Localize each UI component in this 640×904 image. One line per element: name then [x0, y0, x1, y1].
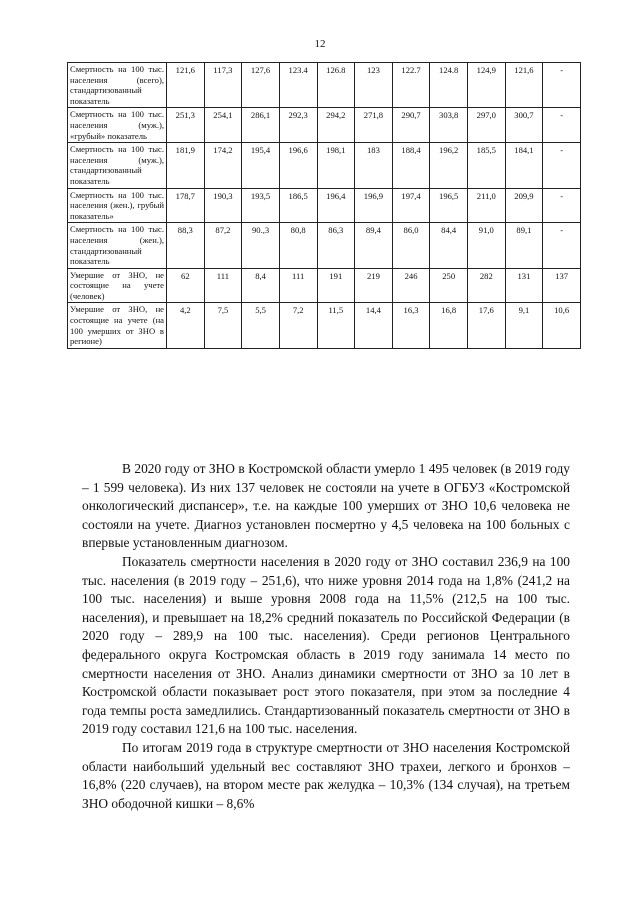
mortality-table-body — [68, 63, 581, 349]
table-cell: 11,5 — [317, 303, 355, 348]
table-cell: 80,8 — [279, 223, 317, 268]
table-cell: 90.,3 — [242, 223, 280, 268]
table-cell: 186,5 — [279, 188, 317, 223]
table-cell: 16,3 — [392, 303, 430, 348]
table-cell: 211,0 — [468, 188, 506, 223]
table-cell: 286,1 — [242, 108, 280, 143]
table-cell: 131 — [505, 268, 543, 303]
table-cell: 62 — [167, 268, 205, 303]
table-cell: 183 — [355, 143, 393, 188]
body-text — [82, 460, 570, 813]
table-cell: 196,4 — [317, 188, 355, 223]
table-cell: 122.7 — [392, 63, 430, 108]
row-label: Умершие от ЗНО, не состоящие на учете (на 100 умерших от ЗНО в регионе) — [68, 303, 167, 348]
table-cell: 123.4 — [279, 63, 317, 108]
row-label: Смертность на 100 тыс. населения (жен.), грубый показатель» — [68, 188, 167, 223]
table-cell: 196,2 — [430, 143, 468, 188]
table-cell: 292,3 — [279, 108, 317, 143]
table-cell: 17,6 — [468, 303, 506, 348]
table-cell: 282 — [468, 268, 506, 303]
table-cell: 178,7 — [167, 188, 205, 223]
table-cell: 209,9 — [505, 188, 543, 223]
table-cell: 181,9 — [167, 143, 205, 188]
table-cell: 88,3 — [167, 223, 205, 268]
table-cell: 250 — [430, 268, 468, 303]
table-cell: 7,5 — [204, 303, 242, 348]
table-cell: 4,2 — [167, 303, 205, 348]
table-cell: - — [543, 188, 581, 223]
table-cell: 111 — [279, 268, 317, 303]
table-cell: 290,7 — [392, 108, 430, 143]
table-cell: 197,4 — [392, 188, 430, 223]
table-cell: 271,8 — [355, 108, 393, 143]
table-cell: 174,2 — [204, 143, 242, 188]
table-cell: 111 — [204, 268, 242, 303]
table-cell: 196,6 — [279, 143, 317, 188]
table-cell: 86,0 — [392, 223, 430, 268]
row-label: Смертность на 100 тыс. населения (жен.), стандартизованный показатель — [68, 223, 167, 268]
table-cell: 121,6 — [505, 63, 543, 108]
row-label: Смертность на 100 тыс. населения (всего), стандартизованный показатель — [68, 63, 167, 108]
table-cell: 195,4 — [242, 143, 280, 188]
table-cell: 184,1 — [505, 143, 543, 188]
table-cell: 294,2 — [317, 108, 355, 143]
table-cell: 86,3 — [317, 223, 355, 268]
table-cell: 89,1 — [505, 223, 543, 268]
table-cell: 121,6 — [167, 63, 205, 108]
table-cell: 303,8 — [430, 108, 468, 143]
table-cell: 254,1 — [204, 108, 242, 143]
table-cell: - — [543, 143, 581, 188]
table-cell: 7,2 — [279, 303, 317, 348]
row-label: Умершие от ЗНО, не состоящие на учете (человек) — [68, 268, 167, 303]
row-label: Смертность на 100 тыс. населения (муж.), стандартизованный показатель — [68, 143, 167, 188]
table-row — [68, 143, 581, 188]
table-cell: 185,5 — [468, 143, 506, 188]
table-cell: 123 — [355, 63, 393, 108]
table-cell: 89,4 — [355, 223, 393, 268]
table-cell: - — [543, 108, 581, 143]
table-cell: 5,5 — [242, 303, 280, 348]
paragraph: Показатель смертности населения в 2020 году от ЗНО составил 236,9 на 100 тыс. населения (в 2019 году – 251,6), что ниже уровня 2014 года на 1,8% (241,2 на 100 тыс. населения) и выше уровня 2008 года на 11,5% (212,5 на 100 тыс. населения), и превышает на 18,2% средний показатель по Российской Федерации (в 2020 году – 289,9 на 100 тыс. населения). Среди регионов Центрального федерального округа Костромская область в 2019 году занимала 14 место по смертности населения от ЗНО. Анализ динамики смертности от ЗНО за 10 лет в Костромской области показывает рост этого показателя, при этом за последние 4 года темпы роста замедлились. Стандартизованный показатель смертности от ЗНО в 2019 году составил 121,6 на 100 тыс. населения. — [82, 553, 570, 737]
table-cell: 124.8 — [430, 63, 468, 108]
table-row — [68, 108, 581, 143]
table-cell: 126.8 — [317, 63, 355, 108]
table-row — [68, 63, 581, 108]
table-cell: 16,8 — [430, 303, 468, 348]
table-cell: 251,3 — [167, 108, 205, 143]
table-cell: 193,5 — [242, 188, 280, 223]
table-cell: 300,7 — [505, 108, 543, 143]
table-cell: 190,3 — [204, 188, 242, 223]
mortality-table — [67, 62, 581, 349]
table-cell: 188,4 — [392, 143, 430, 188]
table-row — [68, 268, 581, 303]
table-cell: 219 — [355, 268, 393, 303]
table-row — [68, 223, 581, 268]
table-cell: 198,1 — [317, 143, 355, 188]
table-cell: 137 — [543, 268, 581, 303]
page-number: 12 — [314, 38, 326, 50]
table-cell: 127,6 — [242, 63, 280, 108]
table-cell: 84,4 — [430, 223, 468, 268]
table-cell: 191 — [317, 268, 355, 303]
paragraph: По итогам 2019 года в структуре смертности от ЗНО населения Костромской области наибольший удельный вес составляют ЗНО трахеи, легкого и бронхов – 16,8% (220 случаев), на втором месте рак желудка – 10,3% (134 случая), на третьем ЗНО ободочной кишки – 8,6% — [82, 739, 570, 811]
table-cell: 10,6 — [543, 303, 581, 348]
paragraph: В 2020 году от ЗНО в Костромской области умерло 1 495 человек (в 2019 году – 1 599 человека). Из них 137 человек не состояли на учете в ОГБУЗ «Костромской онкологический диспансер», т.е. на каждые 100 умерших от ЗНО 10,6 человека не состояли на учете. Диагноз установлен посмертно у 4,5 человека на 100 больных с впервые установленным диагнозом. — [82, 461, 570, 551]
table-cell: - — [543, 63, 581, 108]
table-cell: 196,5 — [430, 188, 468, 223]
table-cell: 9,1 — [505, 303, 543, 348]
table-cell: 117,3 — [204, 63, 242, 108]
row-label: Смертность на 100 тыс. населения (муж.), «грубый» показатель — [68, 108, 167, 143]
table-cell: 124,9 — [468, 63, 506, 108]
table-cell: - — [543, 223, 581, 268]
table-cell: 246 — [392, 268, 430, 303]
table-cell: 14,4 — [355, 303, 393, 348]
table-cell: 91,0 — [468, 223, 506, 268]
table-row — [68, 188, 581, 223]
table-cell: 297,0 — [468, 108, 506, 143]
table-row — [68, 303, 581, 348]
table-cell: 196,9 — [355, 188, 393, 223]
table-cell: 87,2 — [204, 223, 242, 268]
table-cell: 8,4 — [242, 268, 280, 303]
